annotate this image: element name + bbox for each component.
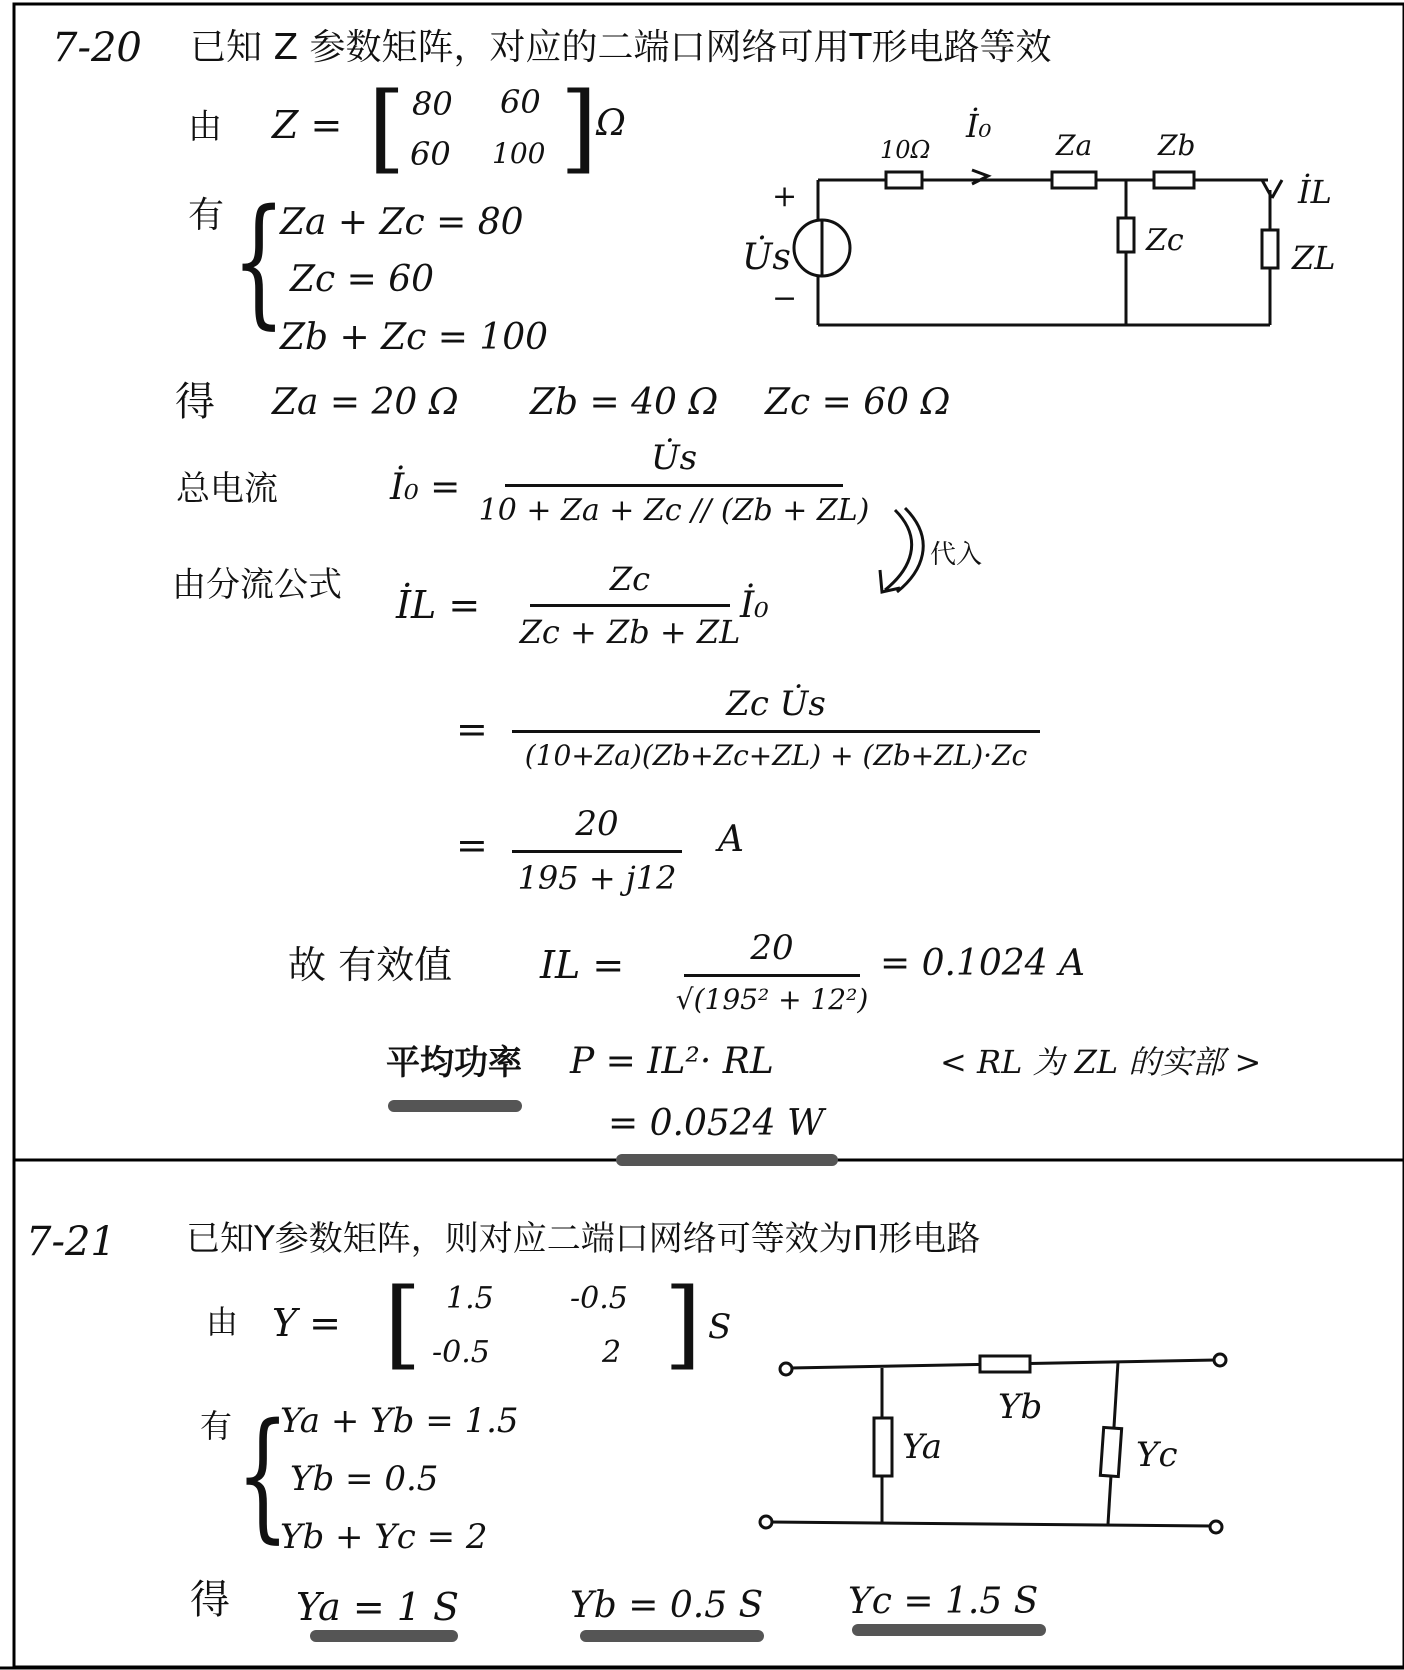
label-zl: ZL: [1292, 239, 1336, 277]
power-note: < RL 为 ZL 的实部 >: [940, 1043, 1262, 1081]
il-step2-numerator: Zc U̇s: [726, 684, 826, 724]
label-zc: Zc: [1146, 223, 1184, 258]
result-za: Za = 20 Ω: [272, 382, 459, 423]
y-matrix-cell-11: 1.5: [446, 1281, 494, 1316]
z-matrix-right-bracket: ]: [560, 72, 598, 184]
highlight-result-ya: [310, 1630, 458, 1642]
problem-7-20-intro: 已知 Z 参数矩阵，对应的二端口网络可用T形电路等效: [190, 27, 1052, 68]
y-matrix-cell-12: -0.5: [570, 1281, 628, 1316]
equation-2: Zc = 60: [290, 259, 435, 300]
z-unit: Ω: [596, 103, 626, 144]
i0-numerator: U̇s: [650, 438, 698, 478]
result-zc: Zc = 60 Ω: [765, 382, 951, 423]
y-equation-1: Ya + Yb = 1.5: [280, 1401, 519, 1441]
equation-1: Za + Zc = 80: [280, 202, 524, 243]
equation-system-brace: {: [232, 180, 286, 343]
label-il: İL: [1298, 173, 1332, 211]
il-numerator: Zc: [609, 560, 651, 598]
y-matrix-left-bracket: [: [384, 1268, 422, 1380]
il-step3-fraction: [512, 804, 682, 897]
rms-result: = 0.1024 A: [880, 943, 1086, 984]
label-za: Za: [1056, 129, 1093, 162]
i0-denominator: 10 + Za + Zc // (Zb + ZL): [478, 493, 870, 528]
label-plus: +: [772, 179, 798, 214]
have-label: 有: [188, 195, 225, 236]
label-10ohm: 10Ω: [880, 136, 931, 164]
y-equation-system-brace: {: [236, 1394, 290, 1557]
power-equation: P = IL²· RL: [570, 1041, 774, 1082]
il-step3-denominator: 195 + j12: [517, 859, 677, 897]
have-label-y: 有: [200, 1407, 233, 1445]
highlight-result-yc: [852, 1624, 1046, 1636]
problem-number-7-21: 7-21: [26, 1219, 116, 1265]
highlight-power-result: [616, 1154, 838, 1166]
il-step2-equals: =: [456, 707, 488, 751]
i0-lhs: İ₀ =: [390, 467, 461, 508]
problem-7-21-intro: 已知Y参数矩阵，则对应二端口网络可等效为Π形电路: [186, 1219, 981, 1259]
y-unit: S: [708, 1307, 732, 1347]
z-matrix-cell-12: 60: [500, 83, 541, 121]
rms-fraction: [675, 928, 869, 1016]
z-matrix-left-bracket: [: [368, 72, 406, 184]
z-matrix-cell-11: 80: [412, 85, 453, 123]
result-zb: Zb = 40 Ω: [530, 382, 719, 423]
il-step3-numerator: 20: [575, 804, 619, 844]
y-matrix-lhs: Y =: [272, 1301, 342, 1345]
il-denominator: Zc + Zb + ZL: [519, 613, 741, 651]
il-step2-fraction: [512, 684, 1040, 772]
result-label: 得: [175, 379, 215, 425]
y-matrix-cell-21: -0.5: [432, 1335, 490, 1370]
current-divider-label: 由分流公式: [172, 565, 342, 605]
result-yc: Yc = 1.5 S: [848, 1581, 1039, 1622]
il-step2-denominator: (10+Za)(Zb+Zc+ZL) + (Zb+ZL)·Zc: [524, 739, 1028, 772]
label-minus: −: [772, 281, 798, 316]
il-step3-equals: =: [456, 823, 488, 867]
il-lhs: İL =: [396, 583, 481, 627]
equation-3: Zb + Zc = 100: [280, 317, 549, 358]
result-label-y: 得: [190, 1577, 230, 1623]
power-result: = 0.0524 W: [608, 1103, 825, 1144]
label-i0: İ₀: [966, 107, 992, 145]
y-matrix-right-bracket: ]: [664, 1268, 702, 1380]
label-ya: Ya: [902, 1427, 943, 1467]
problem-number-7-20: 7-20: [52, 25, 142, 71]
highlight-result-yb: [580, 1630, 764, 1642]
result-ya: Ya = 1 S: [296, 1585, 460, 1629]
label-us: U̇s: [742, 237, 791, 278]
label-yb: Yb: [998, 1387, 1043, 1427]
y-equation-3: Yb + Yc = 2: [280, 1517, 488, 1557]
label-yc: Yc: [1136, 1435, 1178, 1475]
y-equation-2: Yb = 0.5: [290, 1459, 439, 1499]
rms-denominator: √(195² + 12²): [675, 983, 869, 1016]
rms-numerator: 20: [750, 928, 794, 968]
rms-lhs: IL =: [540, 943, 625, 987]
i0-fraction: [478, 438, 870, 528]
z-matrix-cell-21: 60: [410, 135, 451, 173]
z-matrix-cell-22: 100: [492, 137, 546, 170]
label-zb: Zb: [1158, 129, 1196, 162]
il-step3-unit: A: [718, 819, 744, 860]
substitute-label: 代入: [930, 540, 983, 570]
result-yb: Yb = 0.5 S: [570, 1585, 764, 1626]
y-matrix-cell-22: 2: [602, 1335, 622, 1370]
highlight-power-label: [388, 1100, 522, 1112]
il-fraction: [519, 560, 741, 651]
total-current-label: 总电流: [176, 469, 278, 509]
average-power-label: 平均功率: [386, 1043, 522, 1083]
il-i0-factor: İ₀: [740, 585, 769, 626]
z-matrix-lhs: Z =: [272, 103, 343, 147]
rms-label: 故 有效值: [288, 943, 453, 987]
given-label: 由: [188, 107, 222, 147]
given-label-y: 由: [206, 1303, 239, 1341]
